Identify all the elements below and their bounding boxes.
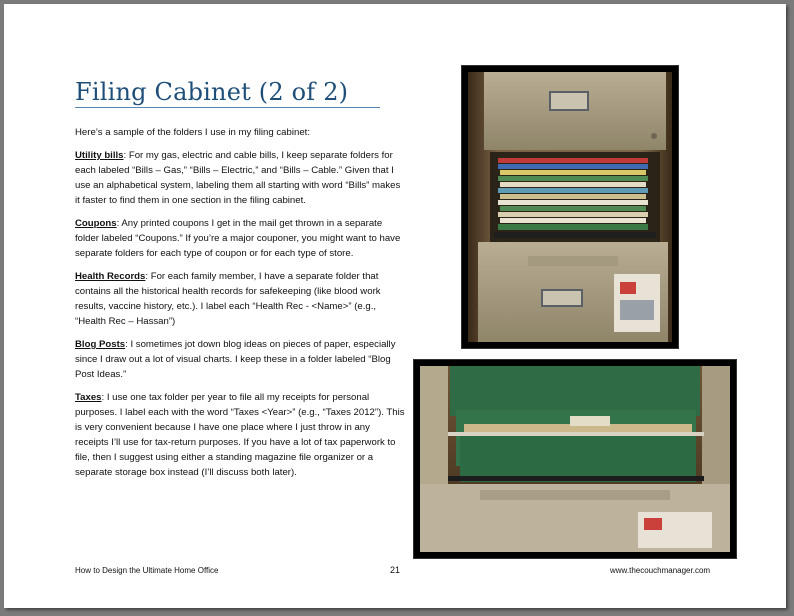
page-title: Filing Cabinet (2 of 2): [75, 78, 349, 106]
paragraph-health-records: [75, 269, 405, 329]
text-health-records: : For each family member, I have a separate folder that contains all the historical health records for safekeeping (like blood work results, vaccine history, etc.). I label each “Health Rec - <Name>” (e.g., “Health Rec – Hassan”): [75, 271, 381, 327]
document-page: [4, 4, 786, 608]
title-underline: [75, 107, 380, 108]
term-health-records: Health Records: [75, 271, 146, 282]
text-blog-posts: : I sometimes jot down blog ideas on pieces of paper, especially since I draw out a lot of visual charts. I keep these in a folder labeled “Blog Post Ideas.”: [75, 339, 396, 380]
term-taxes: Taxes: [75, 392, 102, 403]
term-coupons: Coupons: [75, 218, 117, 229]
paragraph-coupons: [75, 216, 405, 261]
hanging-folders-illustration: [420, 366, 730, 552]
intro-paragraph: Here’s a sample of the folders I use in my filing cabinet:: [75, 127, 310, 138]
paragraph-blog-posts: [75, 337, 405, 382]
text-taxes: : I use one tax folder per year to file all my receipts for personal purposes. I label each with the word “Taxes <Year>” (e.g., “Taxes 2012”). This is very convenient because I have one place where I just throw in any receipts I’ll use for tax-return purposes. If you have a lot of tax paperwork to file, then I suggest using either a standing magazine file organizer or a separate storage box instead (I’ll discuss both later).: [75, 392, 405, 478]
page-number: 21: [390, 565, 401, 575]
term-utility-bills: Utility bills: [75, 150, 124, 161]
footer-website: www.thecouchmanager.com: [610, 566, 711, 575]
hanging-folders-photo: [414, 360, 736, 558]
body-text: [75, 125, 405, 488]
paragraph-taxes: [75, 390, 405, 480]
filing-cabinet-illustration: [468, 72, 672, 342]
term-blog-posts: Blog Posts: [75, 339, 126, 350]
text-utility-bills: : For my gas, electric and cable bills, I keep separate folders for each labeled “Bills – Gas,” “Bills – Electric,” and “Bills – Cable.” Given that I use an alphabetical system, labeling them all starting with word “Bills” makes it faster to find them in one section in the filing cabinet.: [75, 150, 401, 206]
paragraph-utility-bills: [75, 148, 405, 208]
footer-book-title: How to Design the Ultimate Home Office: [75, 566, 219, 575]
text-coupons: : Any printed coupons I get in the mail get thrown in a separate folder labeled “Coupons.” If you’re a major couponer, you might want to have separate folders for each type of coupon or for each type of store.: [75, 218, 401, 259]
filing-cabinet-photo: [462, 66, 678, 348]
